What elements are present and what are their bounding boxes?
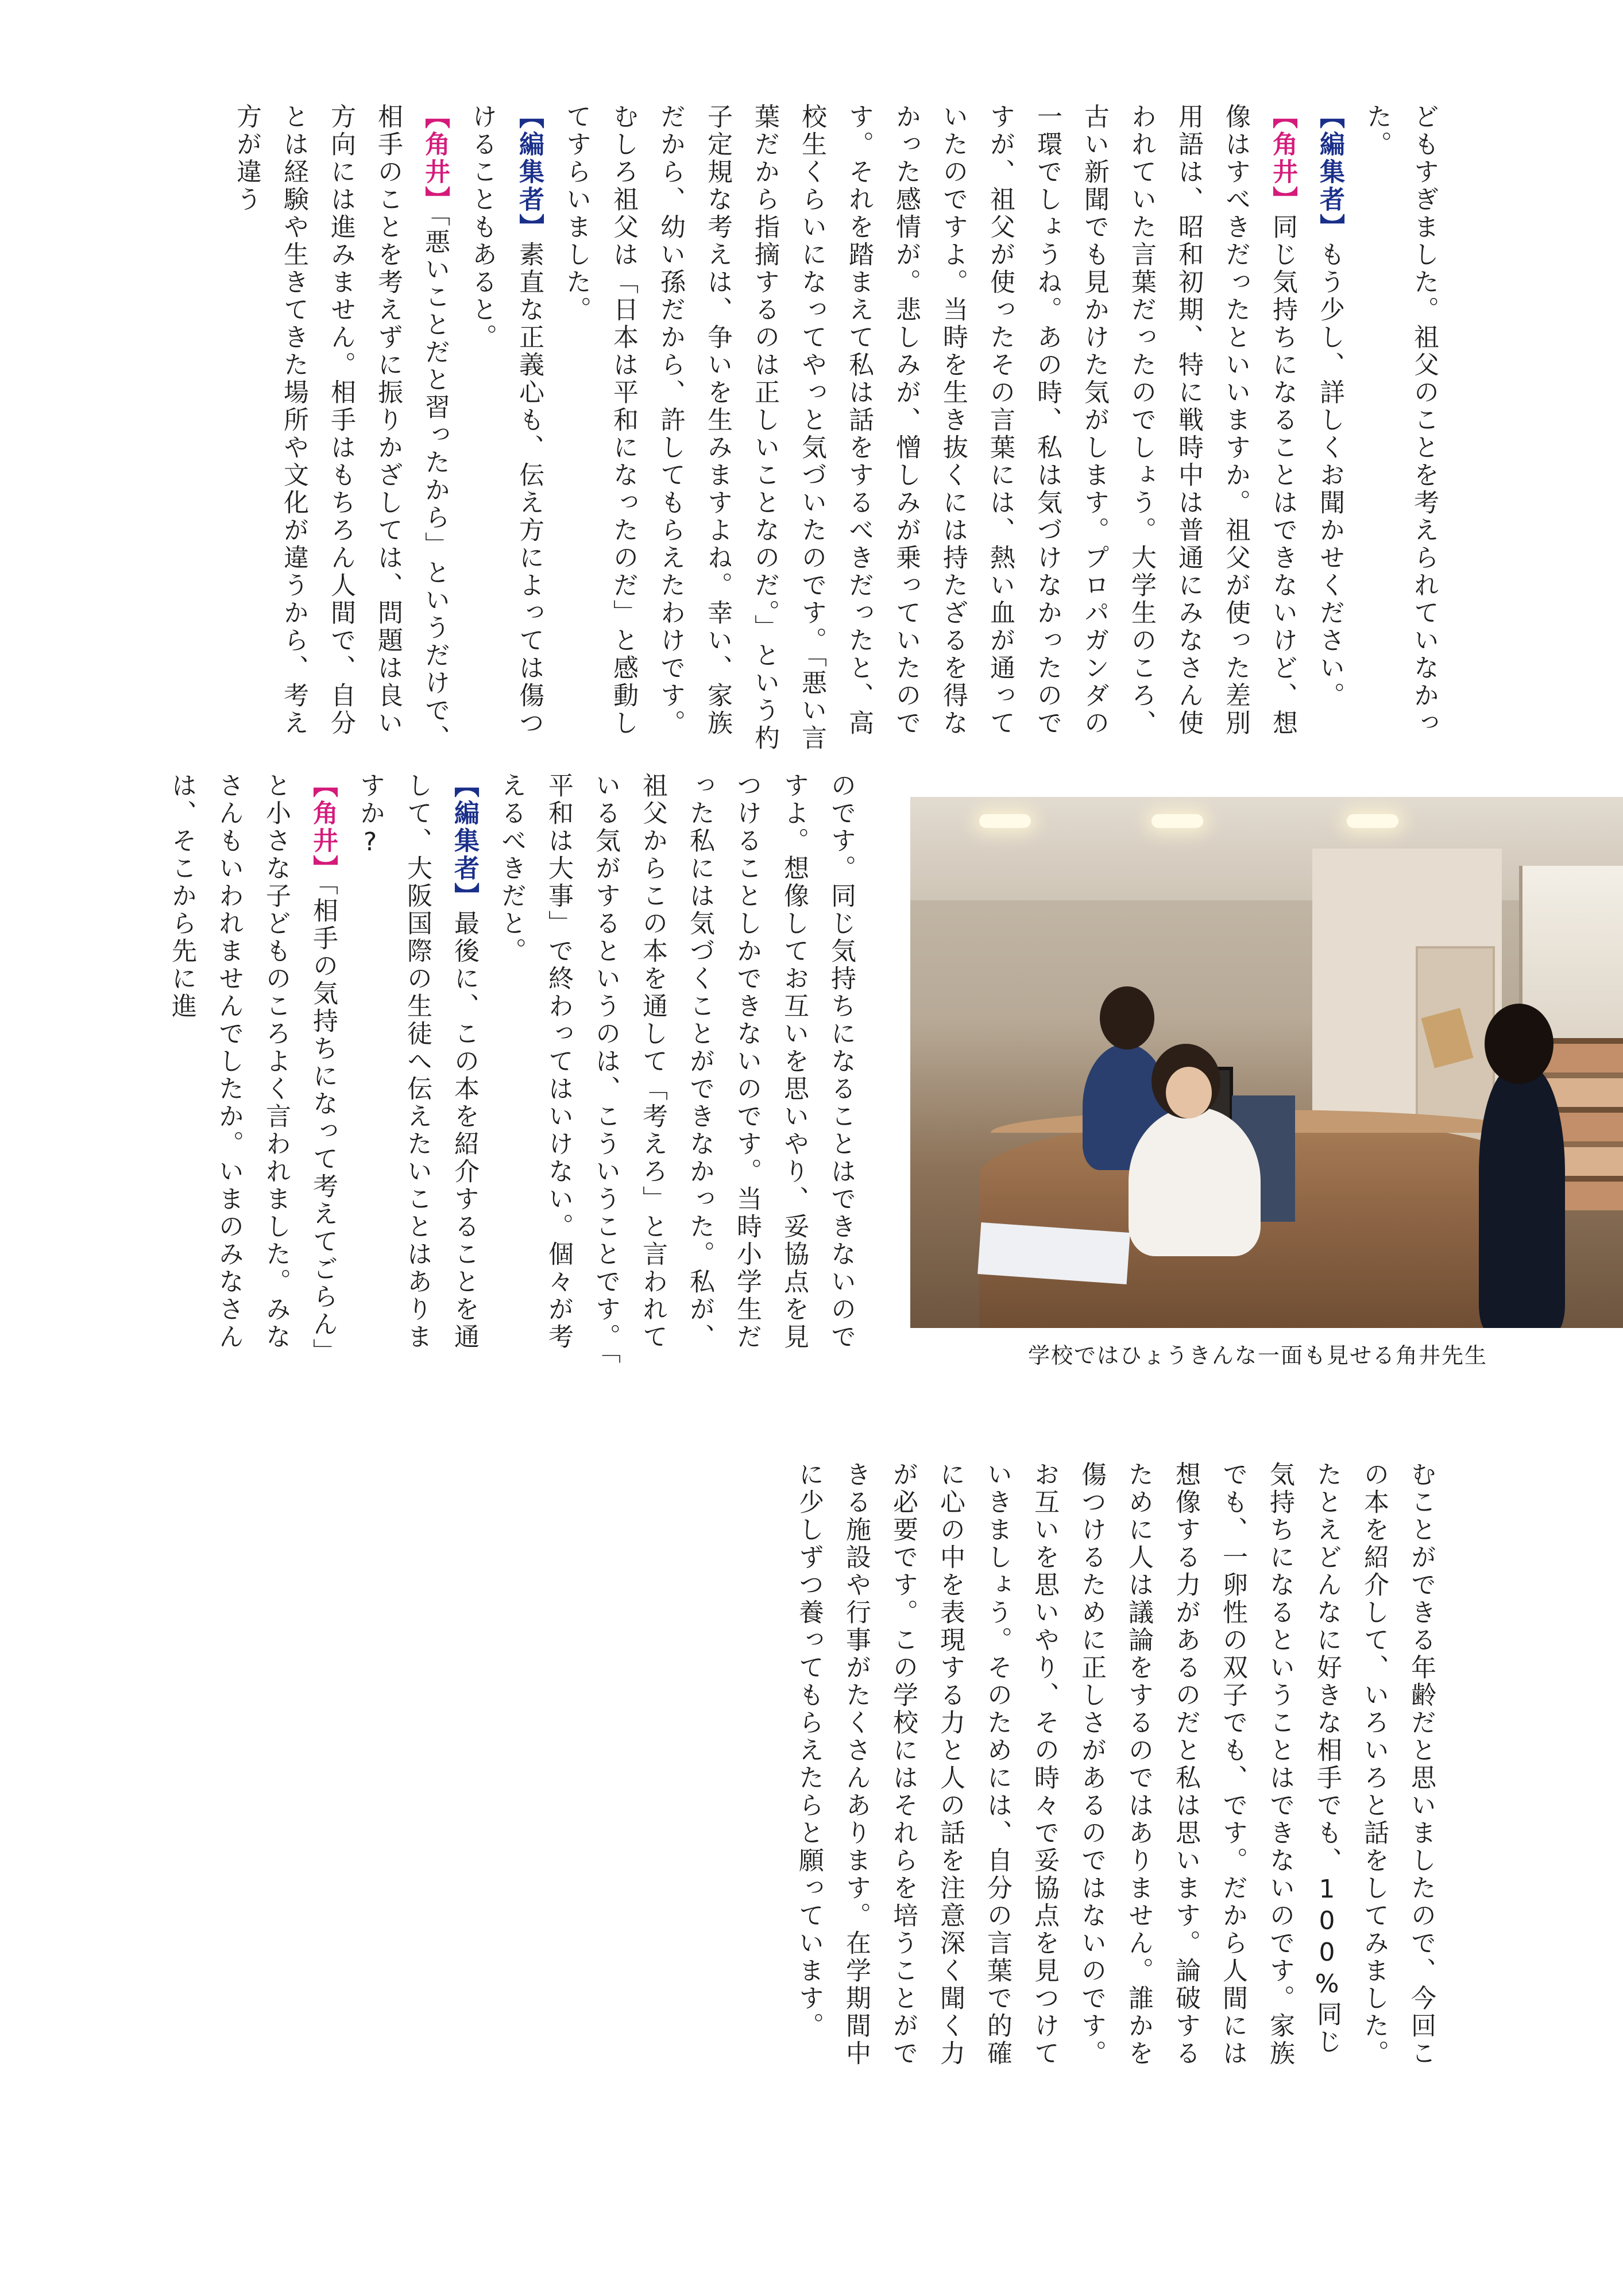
ceiling-light	[1151, 814, 1203, 828]
person-teacher-body	[1129, 1107, 1261, 1256]
body-text: 「相手の気持ちになって考えてごらん」と小さな子どものころよく言われました。みなさんもいわれませんでしたか。いまのみなさんは、そこから先に進	[167, 772, 338, 1366]
paragraph	[158, 772, 346, 1375]
body-text: もう少し、詳しくお聞かせください。	[1315, 241, 1344, 710]
photo-caption: 学校ではひょうきんな一面も見せる角井先生	[1027, 1343, 1487, 1368]
speaker-editor: 【編集者】	[1315, 103, 1344, 241]
speaker-editor: 【編集者】	[515, 103, 544, 241]
interview-text-right	[794, 1461, 1444, 2070]
speaker-kakui: 【角井】	[1268, 103, 1297, 214]
paragraph	[346, 772, 488, 1375]
speaker-editor: 【編集者】	[450, 772, 479, 910]
library-counter-photo	[910, 797, 1623, 1328]
ceiling-light	[979, 814, 1031, 828]
person-student-body	[1479, 1067, 1565, 1328]
body-text: 最後に、この本を紹介することを通して、大阪国際の生徒へ伝えたいことはありますか?	[355, 772, 479, 1351]
body-text: 素直な正義心も、伝え方によっては傷つけることもあると。	[467, 103, 544, 737]
ceiling-light	[1347, 814, 1398, 828]
paragraph	[1306, 103, 1353, 752]
speaker-kakui: 【角井】	[420, 103, 450, 214]
paragraph	[552, 103, 1306, 752]
paragraph	[785, 1461, 1444, 2070]
body-text: むことができる年齢だと思いましたので、今回この本を紹介して、いろいろと話をしてみました。たとえどんなに好きな相手でも、100%同じ気持ちになるということはできないのです。家族でも、一卵性の双子でも、です。だから人間には想像する力があるのだと私は思います。論破するために人は議論をするのではありません。誰かを傷つけるために正しさがあるのではないのです。お互いを思いやり、その時々で妥協点を見つけていきましょう。そのためには、自分の言葉で的確に心の中を表現する力と人の話を注意深く聞く力が必要です。この学校にはそれらを培うことができる施設や行事がたくさんあります。在学期間中に少しずつ養ってもらえたらと願っています。	[794, 1461, 1436, 2067]
body-text: どもすぎました。祖父のことを考えられていなかった。	[1362, 103, 1439, 737]
person-student-head	[1485, 1004, 1554, 1084]
person-teacher-face	[1166, 1067, 1212, 1118]
person-staff-head	[1100, 986, 1154, 1050]
photo-ceiling	[910, 797, 1623, 900]
body-text: 同じ気持ちになることはできないけど、想像はすべきだったといいますか。祖父が使った差別用語は、昭和初期、特に戦時中は普通にみなさん使われていた言葉だったのでしょう。大学生のころ、古い新聞でも見かけた気がします。プロパガンダの一環でしょうね。あの時、私は気づけなかったのですが、祖父が使ったその言葉には、熱い血が通っていたのですよ。当時を生き抜くには持たざるを得なかった感情が。悲しみが、憎しみが乗っていたのです。それを踏まえて私は話をするべきだったと、高校生くらいになってやっと気づいたのです。「悪い言葉だから指摘するのは正しいことなのだ。」という杓子定規な考えは、争いを生みますよね。幸い、家族だから、幼い孫だから、許してもらえたわけです。むしろ祖父は「日本は平和になったのだ」と感動してすらいました。	[562, 103, 1297, 752]
papers-on-counter	[977, 1222, 1130, 1284]
paragraph	[1353, 103, 1447, 752]
paragraph	[458, 103, 552, 752]
body-text: 「悪いことだと習ったから」というだけで、相手のことを考えずに振りかざしては、問題は良い方向には進みません。相手はもちろん人間で、自分とは経験や生きてきた場所や文化が違うから、考え方が違う	[232, 103, 450, 752]
paragraph	[488, 772, 864, 1375]
paragraph	[223, 103, 458, 752]
speaker-kakui: 【角井】	[308, 772, 338, 882]
interview-text-middle	[167, 772, 864, 1375]
body-text: のです。同じ気持ちになることはできないのですよ。想像してお互いを思いやり、妥協点を見つけることしかできないのです。当時小学生だった私には気づくことができなかった。私が、祖父からこの本を通して「考えろ」と言われている気がするというのは、こういうことです。「平和は大事」で終わってはいけない。個々が考えるべきだと。	[497, 772, 856, 1366]
interview-text-top	[207, 103, 1447, 752]
